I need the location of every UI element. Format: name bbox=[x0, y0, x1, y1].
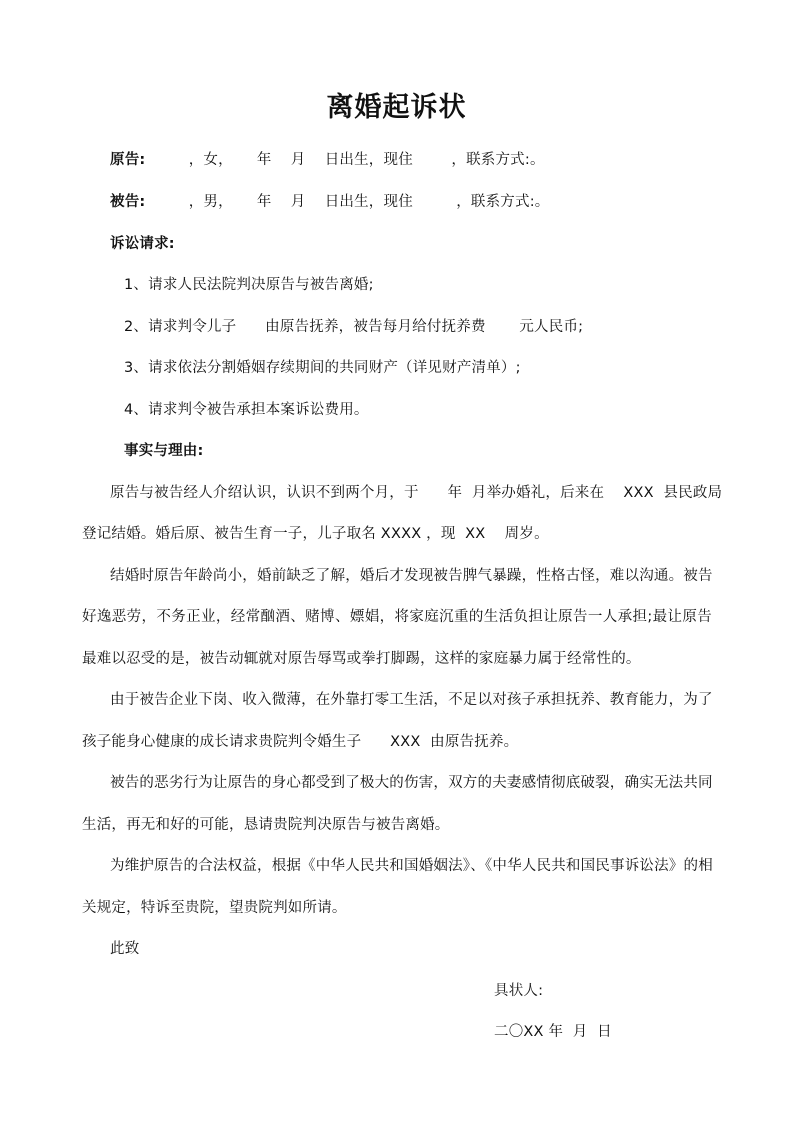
facts-line: 登记结婚。婚后原、被告生育一子，儿子取名 XXXX ，现 XX 周岁。 bbox=[82, 526, 549, 542]
facts-line: 为维护原告的合法权益，根据《中华人民共和国婚姻法》、《中华人民共和国民事诉讼法》的相 bbox=[110, 858, 713, 874]
claim-item: 4、请求判令被告承担本案诉讼费用。 bbox=[124, 402, 369, 418]
claim-item: 2、请求判令儿子 由原告抚养，被告每月给付抚养费 元人民币; bbox=[124, 319, 584, 335]
facts-heading: 事实与理由: bbox=[124, 443, 204, 459]
claims-heading: 诉讼请求: bbox=[110, 236, 175, 252]
facts-line: 最难以忍受的是，被告动辄就对原告辱骂或拳打脚踢，这样的家庭暴力属于经常性的。 bbox=[82, 651, 641, 667]
facts-line: 结婚时原告年龄尚小，婚前缺乏了解，婚后才发现被告脾气暴躁，性格古怪，难以沟通。被告 bbox=[110, 568, 713, 584]
facts-line: 孩子能身心健康的成长请求贵院判令婚生子 XXX 由原告抚养。 bbox=[82, 734, 519, 750]
document-title: 离婚起诉状 bbox=[326, 92, 467, 123]
claim-item: 3、请求依法分割婚姻存续期间的共同财产（详见财产清单）; bbox=[124, 360, 521, 376]
facts-line: 生活，再无和好的可能，恳请贵院判决原告与被告离婚。 bbox=[82, 817, 450, 833]
facts-line: 好逸恶劳，不务正业，经常酗酒、赌博、嫖娼，将家庭沉重的生活负担让原告一人承担;最让原告 bbox=[82, 609, 712, 625]
claim-item: 1、请求人民法院判决原告与被告离婚; bbox=[124, 277, 374, 293]
closing-text: 此致 bbox=[110, 941, 140, 957]
facts-line: 被告的恶劣行为让原告的身心都受到了极大的伤害，双方的夫妻感情彻底破裂，确实无法共同 bbox=[110, 775, 713, 791]
facts-line: 关规定，特诉至贵院，望贵院判如所请。 bbox=[82, 900, 347, 916]
defendant-label: 被告: bbox=[110, 194, 146, 210]
signer-label: 具状人: bbox=[494, 983, 544, 999]
plaintiff-text: ，女， 年 月 日出生，现住 ，联系方式:。 bbox=[145, 152, 545, 168]
defendant-line bbox=[110, 192, 549, 212]
plaintiff-label: 原告: bbox=[110, 152, 146, 168]
facts-line: 由于被告企业下岗、收入微薄，在外靠打零工生活，不足以对孩子承担抚养、教育能力，为了 bbox=[110, 692, 713, 708]
plaintiff-line bbox=[110, 150, 545, 170]
facts-line: 原告与被告经人介绍认识，认识不到两个月，于 年 月举办婚礼，后来在 XXX 县民政局 bbox=[110, 485, 723, 501]
document-date: 二〇XX 年 月 日 bbox=[494, 1024, 612, 1040]
defendant-text: ，男， 年 月 日出生，现住 ，联系方式:。 bbox=[145, 194, 550, 210]
